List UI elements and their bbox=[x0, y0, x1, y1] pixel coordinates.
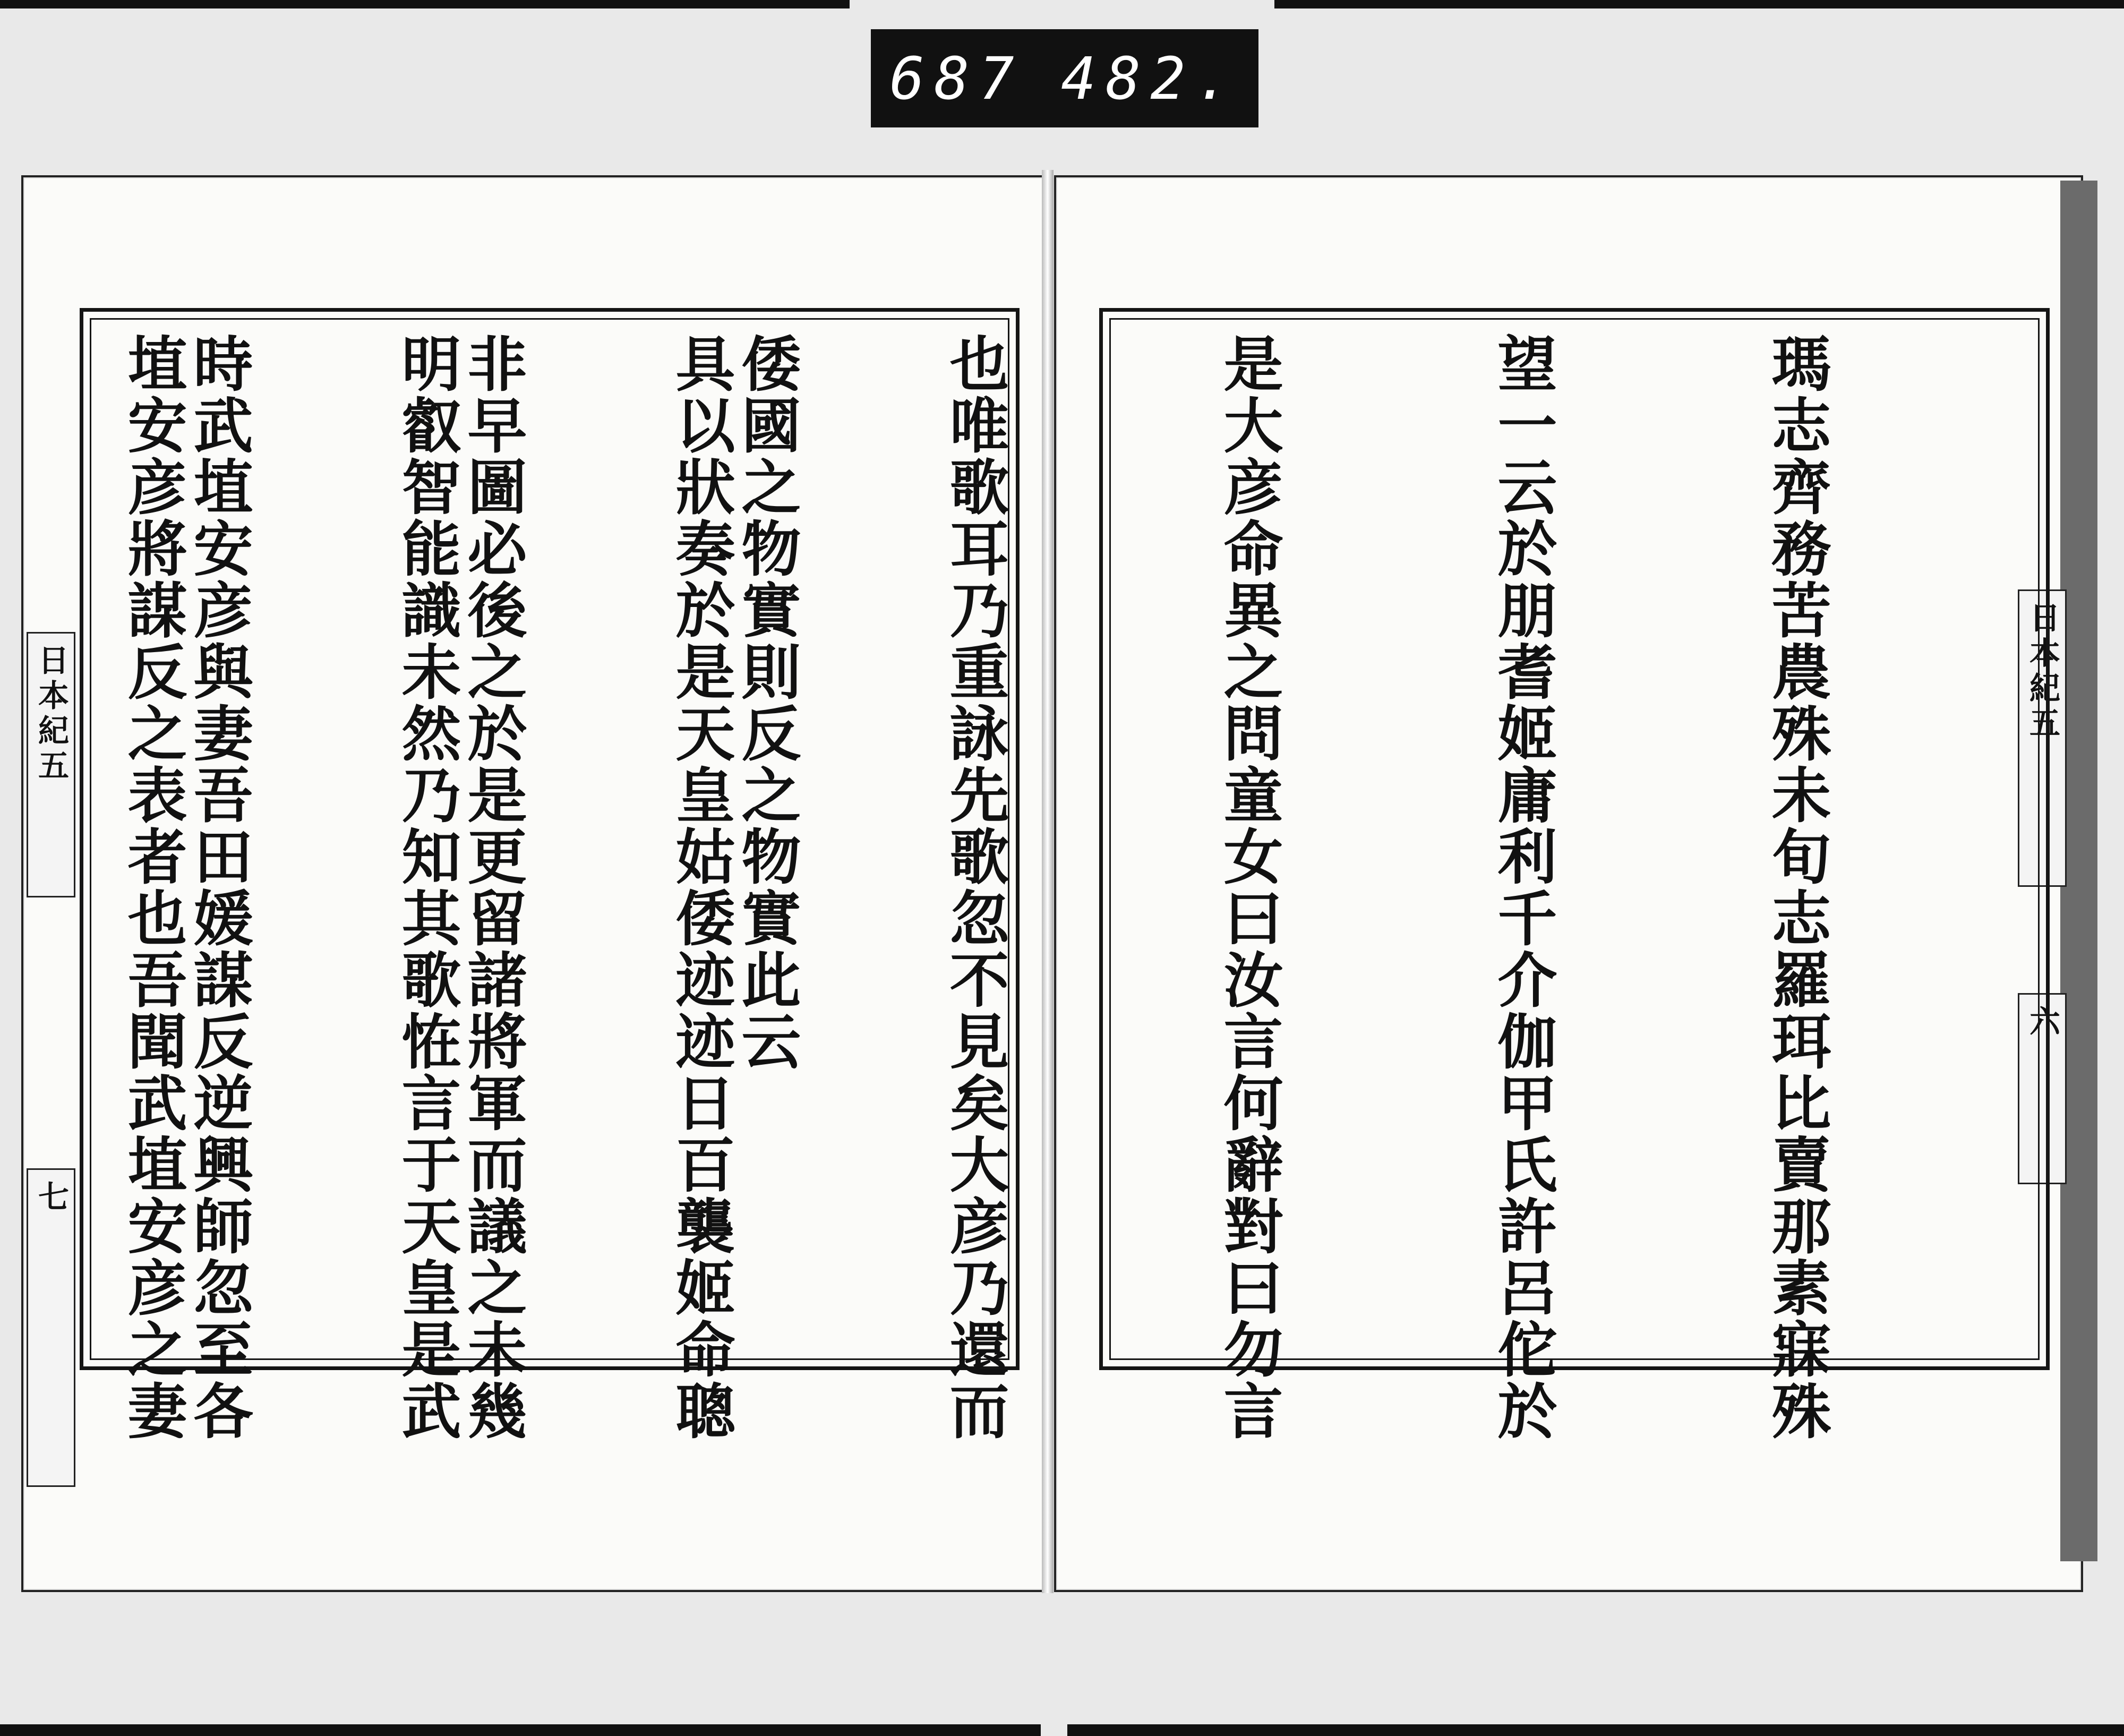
text-column: 埴安彦將謀反之表者也吾聞武埴安彦之妻 bbox=[118, 333, 187, 1442]
top-border-right bbox=[1274, 0, 2124, 8]
text-column: 也唯歌耳乃重詠先歌忽不見矣大彦乃還而 bbox=[940, 333, 1009, 1442]
bottom-border-right bbox=[1067, 1724, 2124, 1736]
right-folio-number: 六 bbox=[2024, 1005, 2060, 1040]
text-column: 瑪志齊務苦農殊未旬志羅珥比賣那素寐殊 bbox=[1762, 333, 1831, 1442]
left-folio-number: 七 bbox=[33, 1181, 69, 1216]
left-side-tab-label: 日本紀五 bbox=[33, 644, 69, 784]
top-border-left bbox=[0, 0, 850, 8]
text-column: 非早圖必後之於是更留諸將軍而議之未幾 bbox=[458, 333, 527, 1442]
text-column: 是大彦命異之問童女曰汝言何辭對曰勿言 bbox=[1214, 333, 1283, 1442]
text-column: 具以狀奏於是天皇姑倭迹迹日百襲姬命聰 bbox=[666, 333, 735, 1442]
text-column: 明叡智能識未然乃知其歌恠言于天皇是武 bbox=[392, 333, 461, 1442]
text-column: 倭國之物實則反之物實此云 bbox=[732, 333, 801, 1072]
catalog-number-right: 482. bbox=[1060, 44, 1240, 113]
text-column: 望一云於朋耆姬庸利千介伽甲氏許呂佗於 bbox=[1488, 333, 1557, 1442]
right-text-block bbox=[0, 333, 2025, 1442]
text-column: 時武埴安彦與妻吾田媛謀反逆興師忽至各 bbox=[184, 333, 253, 1442]
catalog-number-left: 687 bbox=[889, 44, 1024, 113]
catalog-label-plate bbox=[871, 29, 1258, 127]
bottom-border-left bbox=[0, 1724, 1041, 1736]
right-side-tab-label: 日本紀五 bbox=[2024, 602, 2060, 742]
